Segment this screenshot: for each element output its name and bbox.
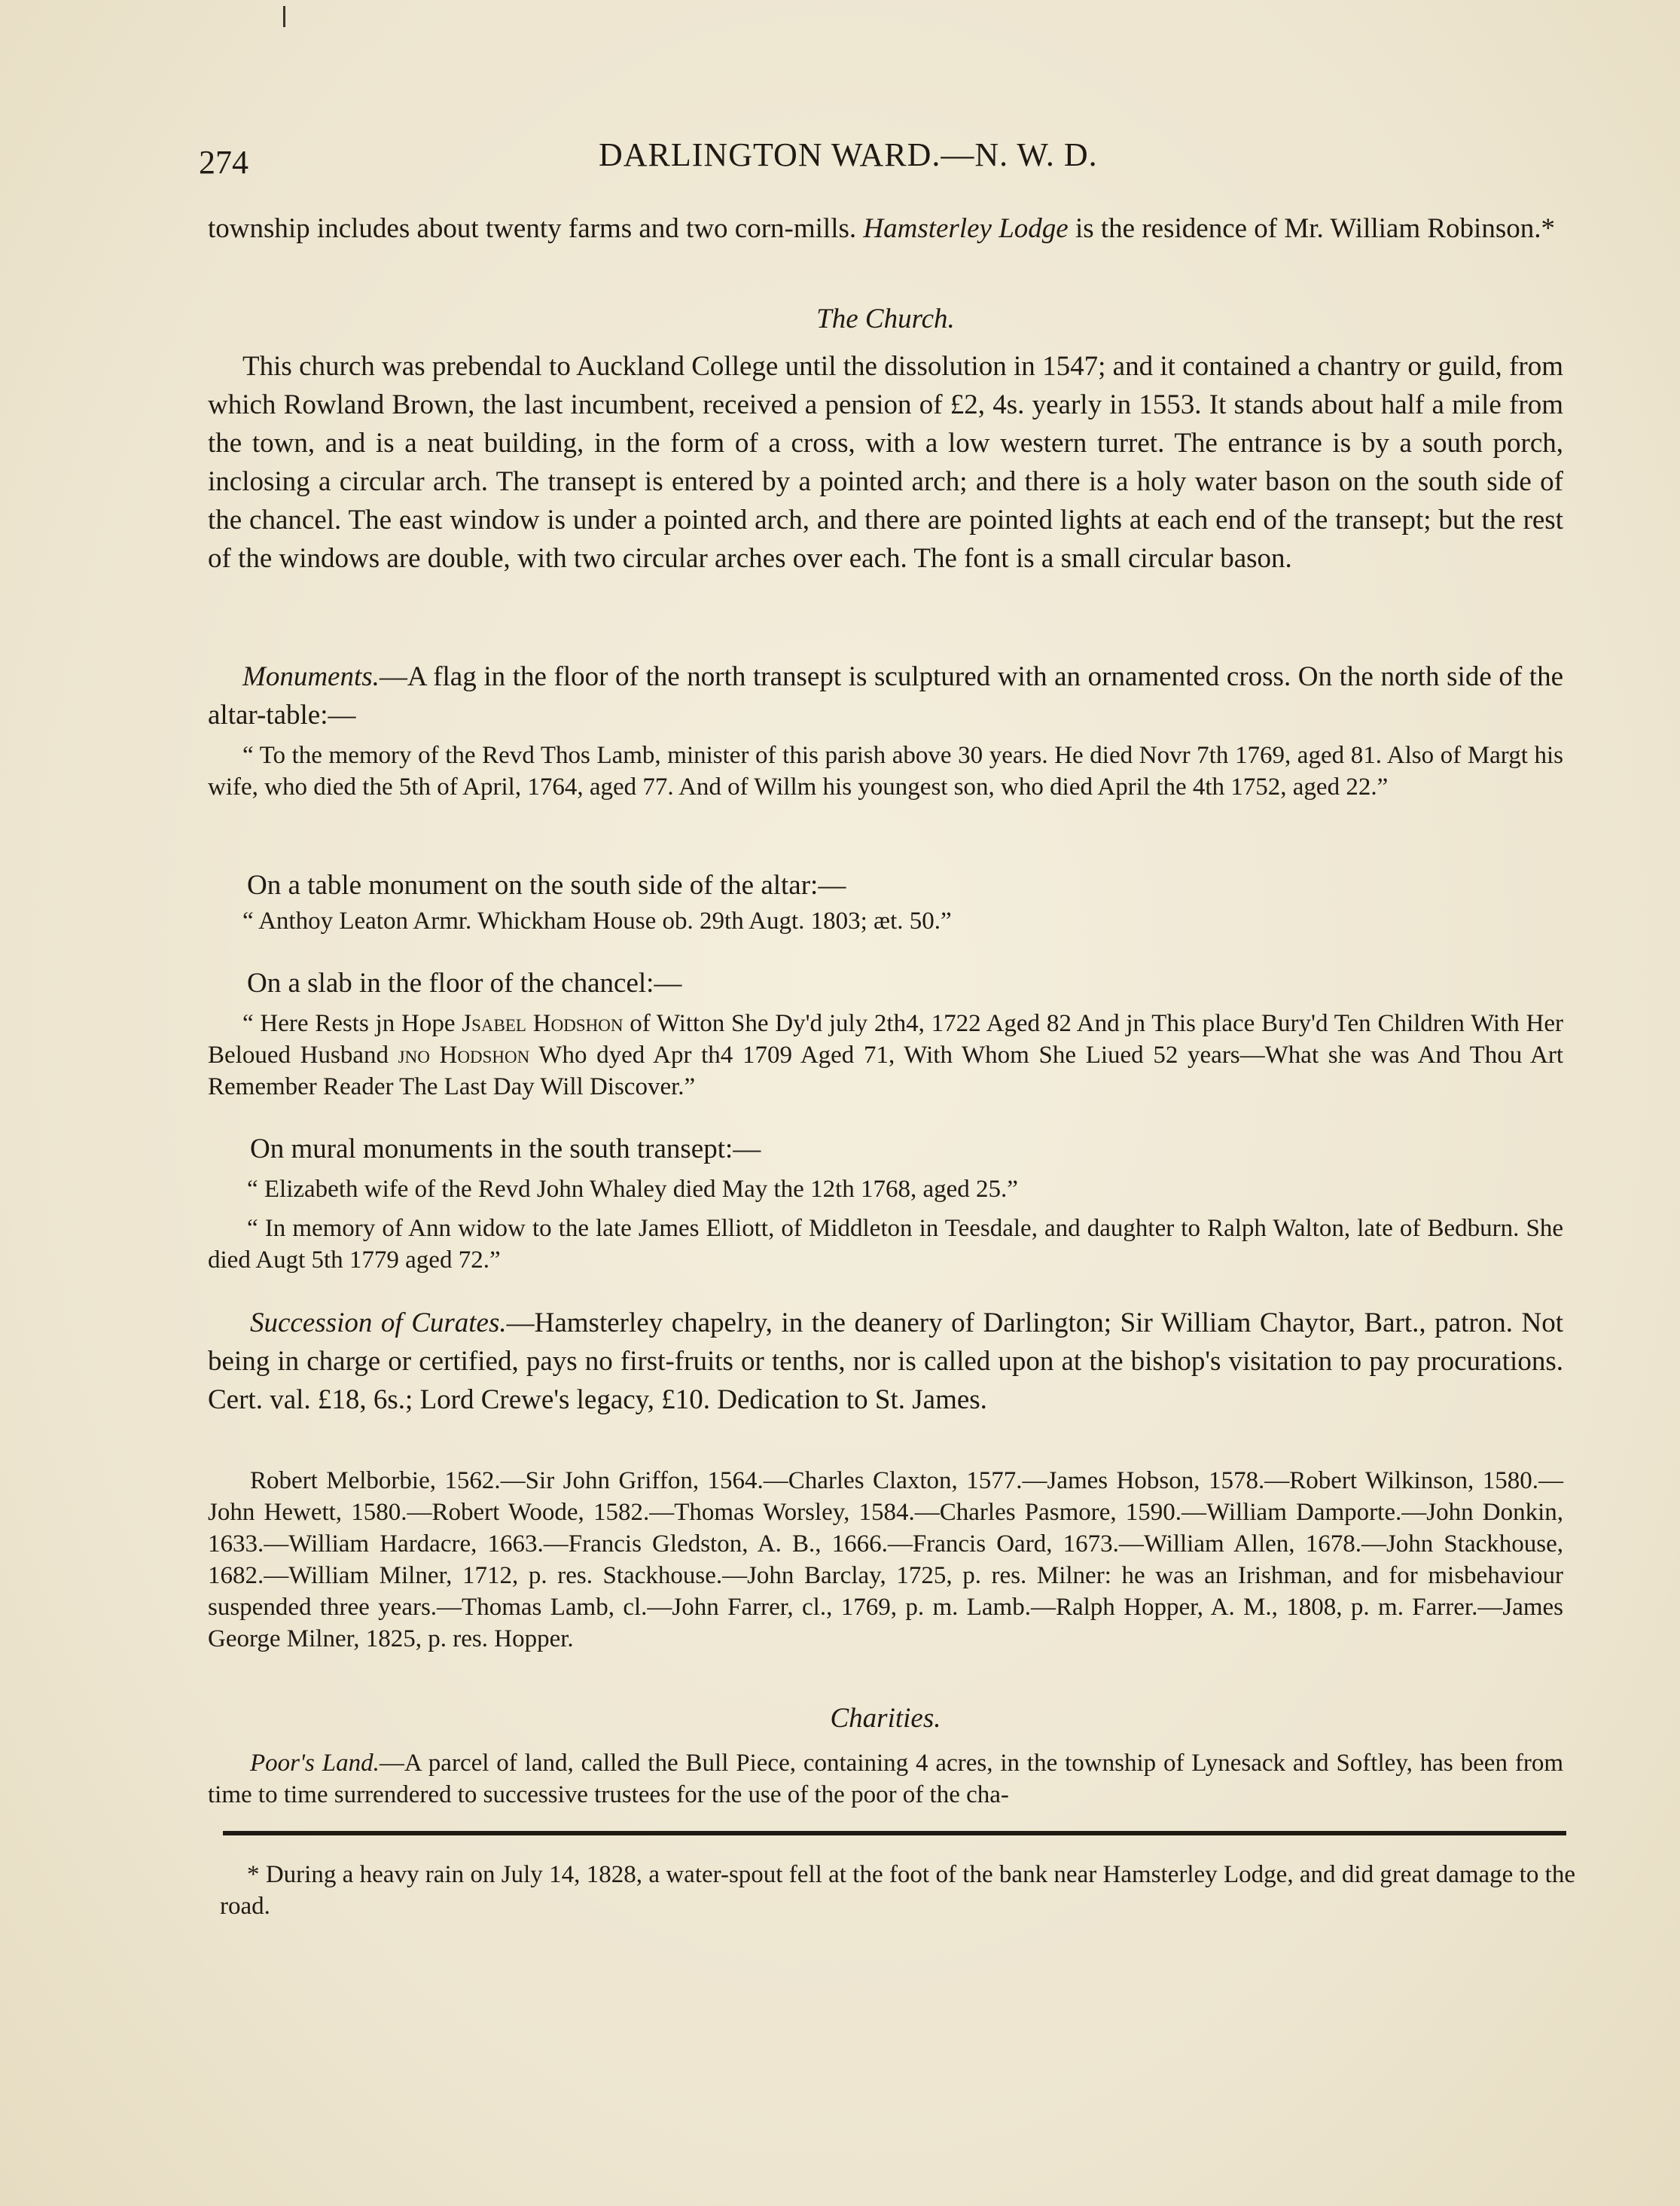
inscription-hodshon-block bbox=[208, 1008, 1563, 1103]
church-paragraph: This church was prebendal to Auckland College until the dissolution in 1547; and it contained a chantry or guild, from which Rowland Brown, the last incumbent, received a pension of £2, 4s. yearly in 1553. It stands about half a mile from the town, and is a neat building, in the form of a cross, with a low western turret. The entrance is by a south porch, inclosing a circular arch. The transept is entered by a pointed arch; and there is a holy water bason on the south side of the chancel. The east window is under a pointed arch, and there are pointed lights at each end of the transept; but the rest of the windows are double, with two circular arches over each. The font is a small circular bason. bbox=[208, 351, 1563, 574]
poors-label: Poor's Land. bbox=[250, 1750, 380, 1777]
succession-label: Succession of Curates. bbox=[250, 1307, 507, 1338]
slab-block bbox=[208, 964, 1563, 1002]
page-number: 274 bbox=[199, 144, 248, 181]
church-heading-block bbox=[208, 303, 1563, 335]
church-heading: The Church. bbox=[816, 304, 955, 334]
intro-end: is the residence of Mr. William Robinson.* bbox=[1075, 213, 1555, 244]
poors-land-block bbox=[208, 1747, 1563, 1811]
poors-paragraph: —A parcel of land, called the Bull Piece, containing 4 acres, in the township of Lynesack and Softley, has been from time to time surrendered to successive trustees for the use of the poor of the cha- bbox=[208, 1750, 1563, 1808]
inscription-leaton: “ Anthoy Leaton Armr. Whickham House ob. 29th Augt. 1803; æt. 50.” bbox=[242, 908, 952, 935]
inscription-whaley-block bbox=[208, 1173, 1563, 1205]
hodshon-text-b: of Witton She Dy'd july 2th4, 1722 Aged 82 And jn This place Bury'd Ten Children With Her Beloued Husband bbox=[208, 1010, 1564, 1069]
table-monument-block bbox=[208, 866, 1563, 905]
inscription-whaley: “ Elizabeth wife of the Revd John Whaley died May the 12th 1768, aged 25.” bbox=[247, 1176, 1018, 1203]
margin-mark bbox=[283, 6, 285, 27]
intro-text: township includes about twenty farms and two corn-mills. bbox=[208, 213, 857, 244]
inscription-elliott-block bbox=[208, 1213, 1563, 1276]
hodshon-text-a: “ Here Rests jn Hope bbox=[242, 1010, 456, 1037]
hodshon-name-isabel: Jsabel Hodshon bbox=[462, 1010, 624, 1037]
inscription-leaton-block bbox=[208, 905, 1563, 937]
table-monument-text: On a table monument on the south side of the altar:— bbox=[247, 870, 846, 901]
intro-paragraph bbox=[208, 209, 1563, 248]
footnote-text: * During a heavy rain on July 14, 1828, a water-spout fell at the foot of the bank near Hamsterley Lodge, and did great damage to the road. bbox=[220, 1861, 1575, 1920]
hodshon-text-c: Who dyed Apr th4 1709 Aged 71, With Whom She Liued 52 years—What she was And Thou Art Remember Reader The Last Day Will Discover.” bbox=[208, 1042, 1564, 1100]
church-section bbox=[208, 347, 1563, 578]
running-head: DARLINGTON WARD.—N. W. D. bbox=[599, 136, 1098, 173]
footnote-rule bbox=[223, 1831, 1566, 1835]
monuments-section bbox=[208, 658, 1563, 734]
inscription-lamb: “ To the memory of the Revd Thos Lamb, minister of this parish above 30 years. He died Novr 7th 1769, aged 81. Also of Margt his wife, who died the 5th of April, 1764, aged 77. And of Willm his youngest son, who died April the 4th 1752, aged 22.” bbox=[208, 742, 1563, 801]
curates-list: Robert Melborbie, 1562.—Sir John Griffon, 1564.—Charles Claxton, 1577.—James Hobson, 1578.—Robert Wilkinson, 1580.—John Hewett, 1580.—Robert Woode, 1582.—Thomas Worsley, 1584.—Charles Pasmore, 1590.—William Damporte.—John Donkin, 1633.—William Hardacre, 1663.—Francis Gledston, A. B., 1666.—Francis Oard, 1673.—William Allen, 1678.—John Stackhouse, 1682.—William Milner, 1712, p. res. Stackhouse.—John Barclay, 1725, p. res. Milner: he was an Irishman, and for misbehaviour suspended three years.—Thomas Lamb, cl.—John Farrer, cl., 1769, p. m. Lamb.—Ralph Hopper, A. M., 1808, p. m. Farrer.—James George Milner, 1825, p. res. Hopper. bbox=[208, 1467, 1563, 1652]
charities-heading: Charities. bbox=[830, 1703, 941, 1734]
monuments-paragraph: —A flag in the floor of the north transept is sculptured with an ornamented cross. On the north side of the altar-table:— bbox=[208, 661, 1563, 731]
inscription-elliott: “ In memory of Ann widow to the late James Elliott, of Middleton in Teesdale, and daughter to Ralph Walton, late of Bedburn. She died Augt 5th 1779 aged 72.” bbox=[208, 1215, 1563, 1274]
charities-heading-block bbox=[208, 1702, 1563, 1735]
intro-italic: Hamsterley Lodge bbox=[863, 213, 1069, 244]
succession-paragraph: —Hamsterley chapelry, in the deanery of Darlington; Sir William Chaytor, Bart., patron. Not being in charge or certified, pays no first-fruits or tenths, nor is called upon at the bishop's visitation to pay procurations. Cert. val. £18, 6s.; Lord Crewe's legacy, £10. Dedication to St. James. bbox=[208, 1307, 1563, 1415]
inscription-lamb-block bbox=[208, 740, 1563, 803]
succession-block bbox=[208, 1304, 1563, 1419]
monuments-label: Monuments. bbox=[242, 661, 380, 692]
curates-block bbox=[208, 1465, 1563, 1655]
hodshon-name-john: jno Hodshon bbox=[398, 1042, 530, 1069]
slab-intro: On a slab in the floor of the chancel:— bbox=[247, 968, 682, 999]
footnote bbox=[220, 1859, 1575, 1922]
mural-block bbox=[208, 1130, 1563, 1168]
mural-intro: On mural monuments in the south transept:— bbox=[250, 1134, 761, 1164]
